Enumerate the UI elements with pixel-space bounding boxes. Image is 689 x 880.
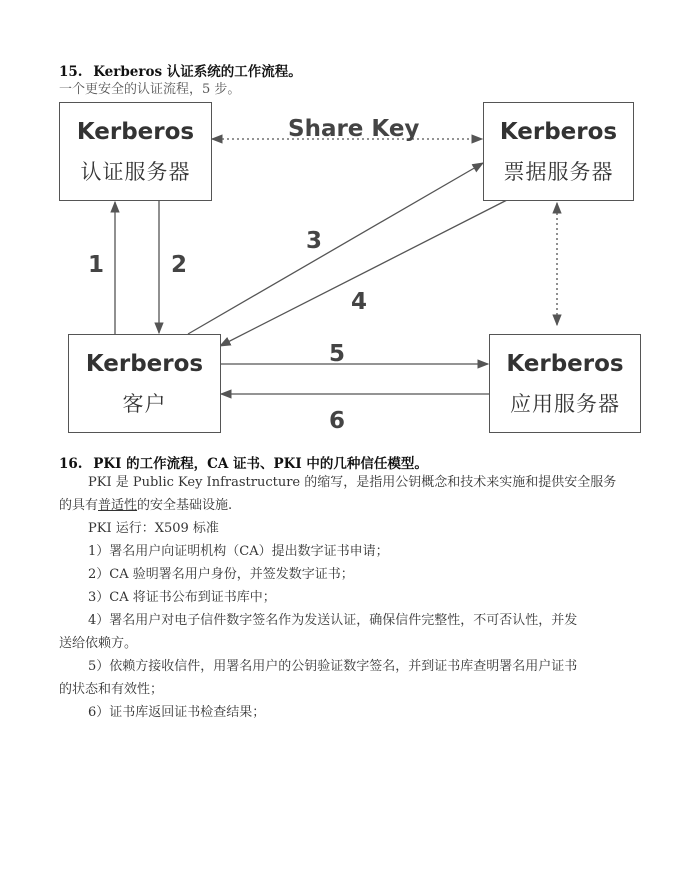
pki-standard: PKI 运行：X509 标准 (88, 521, 219, 536)
ticket-server-label: 票据服务器 (503, 159, 614, 184)
client-box (68, 334, 221, 433)
section-15-subtitle: 一个更安全的认证流程，5 步。 (59, 82, 241, 97)
app-server-label: 应用服务器 (510, 391, 620, 416)
pki-step-2: 2）CA 验明署名用户身份，并签发数字证书； (88, 567, 354, 582)
pki-intro-underlined: 普适性 (98, 498, 138, 513)
ticket-server-box (483, 102, 634, 201)
section-16-heading (59, 452, 428, 472)
step-label-1: 1 (88, 252, 105, 278)
section-15-title-zh: 认证系统的工作流程。 (162, 64, 302, 80)
step-label-2: 2 (171, 252, 188, 278)
section-15-number: 15. (59, 64, 83, 80)
pki-step-4-cont: 送给依赖方。 (59, 636, 138, 651)
pki-step-1: 1）署名用户向证明机构（CA）提出数字证书申请； (88, 544, 389, 559)
pki-intro-line-1: PKI 是 Public Key Infrastructure 的缩写，是指用公钥概念和技术来实施和提供安全服务 (88, 475, 617, 490)
pki-step-5: 5）依赖方接收信件，用署名用户的公钥验证数字签名，并到证书库查明署名用户证书 (88, 659, 578, 674)
pki-intro-text-a: 的具有 (59, 498, 99, 513)
pki-step-3: 3）CA 将证书公布到证书库中； (88, 590, 276, 605)
section-16-number: 16. (59, 456, 83, 472)
step-label-6: 6 (329, 408, 346, 434)
auth-server-title: Kerberos (76, 118, 195, 145)
step-label-4: 4 (351, 289, 368, 315)
pki-intro-line-2 (59, 494, 639, 517)
step-label-5: 5 (329, 341, 346, 367)
arrow-step-3 (188, 163, 483, 334)
step-label-3: 3 (306, 228, 323, 254)
client-label: 客户 (122, 391, 167, 416)
pki-step-6: 6）证书库返回证书检查结果； (88, 705, 266, 720)
auth-server-label: 认证服务器 (80, 159, 191, 184)
auth-server-box (59, 102, 212, 201)
arrow-step-4 (220, 200, 507, 346)
section-15-title-en: Kerberos (93, 64, 163, 80)
app-server-box (489, 334, 641, 433)
pki-step-4: 4）署名用户对电子信件数字签名作为发送认证，确保信件完整性，不可否认性，并发 (88, 613, 578, 628)
pki-intro-text-b: 的安全基础设施. (137, 498, 233, 513)
app-server-title: Kerberos (506, 350, 624, 377)
pki-step-5-cont: 的状态和有效性； (59, 682, 164, 697)
ticket-server-title: Kerberos (499, 118, 618, 145)
share-key-label: Share Key (288, 116, 420, 142)
client-title: Kerberos (85, 350, 204, 377)
section-16-title: PKI 的工作流程，CA 证书、PKI 中的几种信任模型。 (93, 456, 428, 472)
